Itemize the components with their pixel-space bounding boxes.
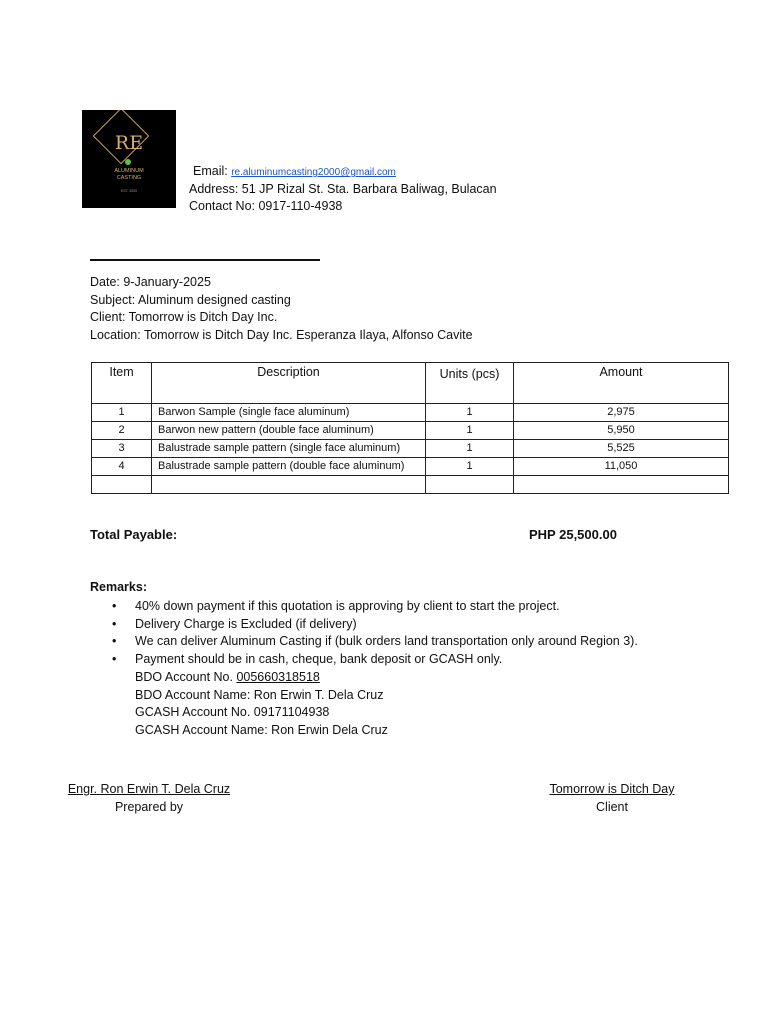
bullet-icon: • bbox=[112, 599, 117, 613]
row-amount: 2,975 bbox=[514, 404, 729, 422]
header-units: Units (pcs) bbox=[426, 363, 514, 404]
client-name: Tomorrow is Ditch Day bbox=[549, 782, 675, 796]
table-row bbox=[92, 458, 729, 476]
row-description: Barwon new pattern (double face aluminum) bbox=[152, 422, 426, 440]
list-item bbox=[112, 633, 638, 651]
leaf-icon bbox=[125, 159, 131, 165]
header-item: Item bbox=[92, 363, 152, 404]
remarks-title: Remarks: bbox=[90, 580, 147, 594]
list-item bbox=[112, 598, 638, 616]
bdo-account-label: BDO Account No. bbox=[135, 670, 237, 684]
account-details bbox=[135, 669, 388, 739]
email-label: Email: bbox=[193, 164, 228, 178]
row-amount: 11,050 bbox=[514, 458, 729, 476]
header-amount: Amount bbox=[514, 363, 729, 404]
logo-text-line1: ALUMINUM bbox=[114, 168, 144, 174]
list-item bbox=[112, 616, 638, 634]
bullet-icon: • bbox=[112, 634, 117, 648]
header-divider bbox=[90, 259, 320, 261]
bdo-account-name-line: BDO Account Name: Ron Erwin T. Dela Cruz bbox=[135, 687, 384, 702]
remarks-list bbox=[112, 598, 638, 668]
header-description: Description bbox=[152, 363, 426, 404]
row-units: 1 bbox=[426, 458, 514, 476]
quotation-table bbox=[91, 362, 729, 494]
remark-text: Payment should be in cash, cheque, bank deposit or GCASH only. bbox=[135, 651, 503, 666]
empty-cell bbox=[92, 476, 152, 494]
location-line: Location: Tomorrow is Ditch Day Inc. Esperanza Ilaya, Alfonso Cavite bbox=[90, 327, 473, 342]
empty-cell bbox=[426, 476, 514, 494]
logo-text-line2: CASTING bbox=[116, 175, 142, 181]
remark-text: Delivery Charge is Excluded (if delivery) bbox=[135, 616, 357, 631]
total-value: PHP 25,500.00 bbox=[529, 527, 617, 542]
prepared-by-name: Engr. Ron Erwin T. Dela Cruz bbox=[67, 782, 231, 796]
row-units: 1 bbox=[426, 404, 514, 422]
row-amount: 5,525 bbox=[514, 440, 729, 458]
row-item: 1 bbox=[92, 404, 152, 422]
row-item: 2 bbox=[92, 422, 152, 440]
quotation-meta bbox=[90, 274, 473, 344]
remark-text: We can deliver Aluminum Casting if (bulk orders land transportation only around Region 3). bbox=[135, 634, 638, 648]
row-amount: 5,950 bbox=[514, 422, 729, 440]
gcash-account-no-line: GCASH Account No. 09171104938 bbox=[135, 705, 330, 719]
empty-cell bbox=[514, 476, 729, 494]
client-role: Client bbox=[596, 799, 628, 814]
logo-monogram: RE bbox=[114, 132, 144, 154]
bdo-account-number: 005660318518 bbox=[236, 670, 320, 684]
table-row-empty bbox=[92, 476, 729, 494]
row-description: Balustrade sample pattern (double face aluminum) bbox=[152, 458, 426, 476]
gcash-account-name-line: GCASH Account Name: Ron Erwin Dela Cruz bbox=[135, 722, 388, 737]
bullet-icon: • bbox=[112, 616, 117, 631]
prepared-by-block bbox=[60, 781, 238, 816]
bullet-icon: • bbox=[112, 651, 117, 666]
date-line: Date: 9-January-2025 bbox=[90, 275, 211, 289]
row-units: 1 bbox=[426, 440, 514, 458]
logo-text-line3: EST. 2000 bbox=[120, 189, 138, 193]
prepared-by-role: Prepared by bbox=[114, 799, 184, 814]
contact-line: Contact No: 0917-110-4938 bbox=[189, 199, 343, 213]
table-row bbox=[92, 440, 729, 458]
row-units: 1 bbox=[426, 422, 514, 440]
remark-text: 40% down payment if this quotation is approving by client to start the project. bbox=[135, 599, 560, 613]
address-line: Address: 51 JP Rizal St. Sta. Barbara Baliwag, Bulacan bbox=[189, 182, 497, 196]
table-header-row bbox=[92, 363, 729, 404]
total-label: Total Payable: bbox=[90, 527, 178, 542]
table-row bbox=[92, 422, 729, 440]
row-description: Barwon Sample (single face aluminum) bbox=[152, 404, 426, 422]
list-item bbox=[112, 651, 638, 669]
email-link[interactable]: re.aluminumcasting2000@gmail.com bbox=[231, 167, 396, 178]
subject-line: Subject: Aluminum designed casting bbox=[90, 292, 291, 307]
client-block bbox=[530, 781, 694, 816]
row-item: 3 bbox=[92, 440, 152, 458]
table-row bbox=[92, 404, 729, 422]
client-line: Client: Tomorrow is Ditch Day Inc. bbox=[90, 310, 278, 324]
company-logo bbox=[82, 110, 176, 208]
email-line bbox=[193, 163, 396, 181]
row-description: Balustrade sample pattern (single face aluminum) bbox=[152, 440, 426, 458]
row-item: 4 bbox=[92, 458, 152, 476]
empty-cell bbox=[152, 476, 426, 494]
bdo-account-no-line bbox=[135, 669, 388, 687]
